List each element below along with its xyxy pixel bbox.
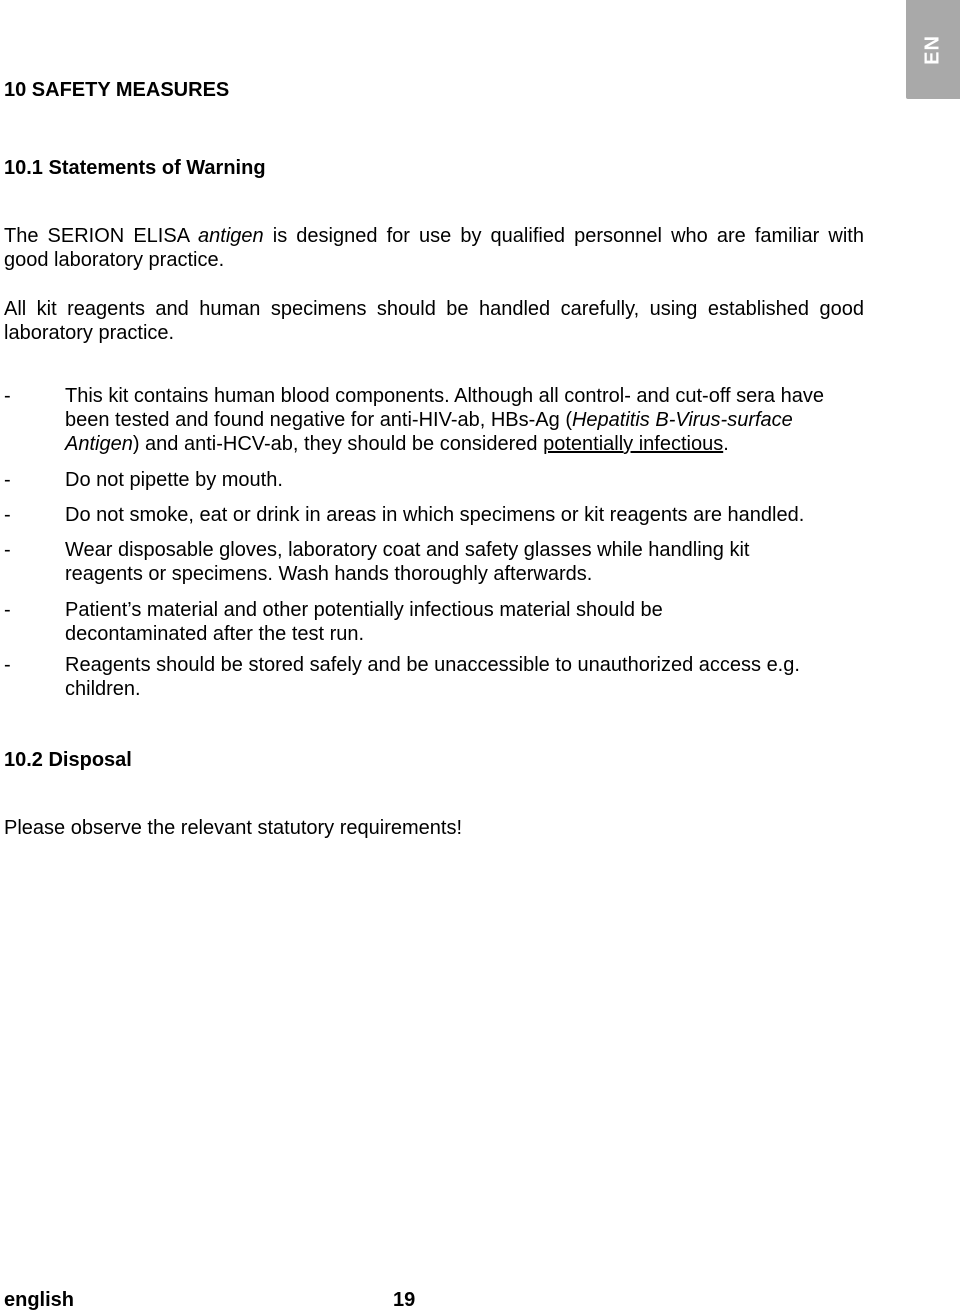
section-title: 10 SAFETY MEASURES [4, 79, 230, 101]
language-tab [906, 0, 960, 99]
bullet-dash: - [4, 385, 11, 407]
paragraph-emphasis: antigen [198, 225, 264, 247]
paragraph-intended-use [4, 224, 864, 272]
warning-item-blood-components [4, 384, 864, 456]
paragraph-disposal: Please observe the relevant statutory requirements! [4, 817, 463, 839]
subsection-title-disposal: 10.2 Disposal [4, 749, 132, 771]
warning-text: Do not smoke, eat or drink in areas in which specimens or kit reagents are handled. [65, 504, 805, 526]
warning-text-part: This kit contains human blood components. Although all control- and cut-off sera have been tested and found negative for anti-HIV-ab, HBs-Ag ( [65, 385, 824, 431]
warning-text: Do not pipette by mouth. [65, 469, 283, 491]
warning-item-storage [4, 653, 864, 701]
bullet-dash: - [4, 539, 11, 561]
warning-text-emphasis: Hepatitis B-Virus-surface Antigen [65, 409, 793, 455]
footer-language: english [4, 1289, 75, 1311]
warning-text: Patient’s material and other potentially infectious material should be decontaminated after the test run. [65, 599, 663, 645]
warning-text: Wear disposable gloves, laboratory coat and safety glasses while handling kit reagents or specimens. Wash hands thoroughly afterwards. [65, 539, 750, 585]
bullet-dash: - [4, 469, 11, 491]
bullet-dash: - [4, 599, 11, 621]
warning-item-pipette [4, 468, 864, 492]
warning-item-smoke-eat-drink [4, 503, 864, 527]
paragraph-text: The SERION ELISA [4, 225, 199, 247]
warning-text [65, 384, 855, 456]
warning-text-underline: potentially infectious [543, 433, 724, 455]
warning-text-part: ) and anti-HCV-ab, they should be considered [132, 433, 544, 455]
bullet-dash: - [4, 504, 11, 526]
bullet-dash: - [4, 654, 11, 676]
warning-text: Reagents should be stored safely and be unaccessible to unauthorized access e.g. children. [65, 654, 800, 700]
warning-item-protective-wear [4, 538, 864, 586]
warning-item-decontamination [4, 598, 864, 646]
footer-page-number: 19 [393, 1289, 416, 1311]
subsection-title-warning: 10.1 Statements of Warning [4, 157, 266, 179]
paragraph-text: is designed for use by qualified personnel who are familiar with good laboratory practice. [4, 225, 864, 271]
paragraph-handling: All kit reagents and human specimens should be handled carefully, using established good laboratory practice. [4, 298, 864, 344]
warning-text-part: . [723, 433, 729, 455]
language-tab-label: EN [921, 34, 944, 65]
